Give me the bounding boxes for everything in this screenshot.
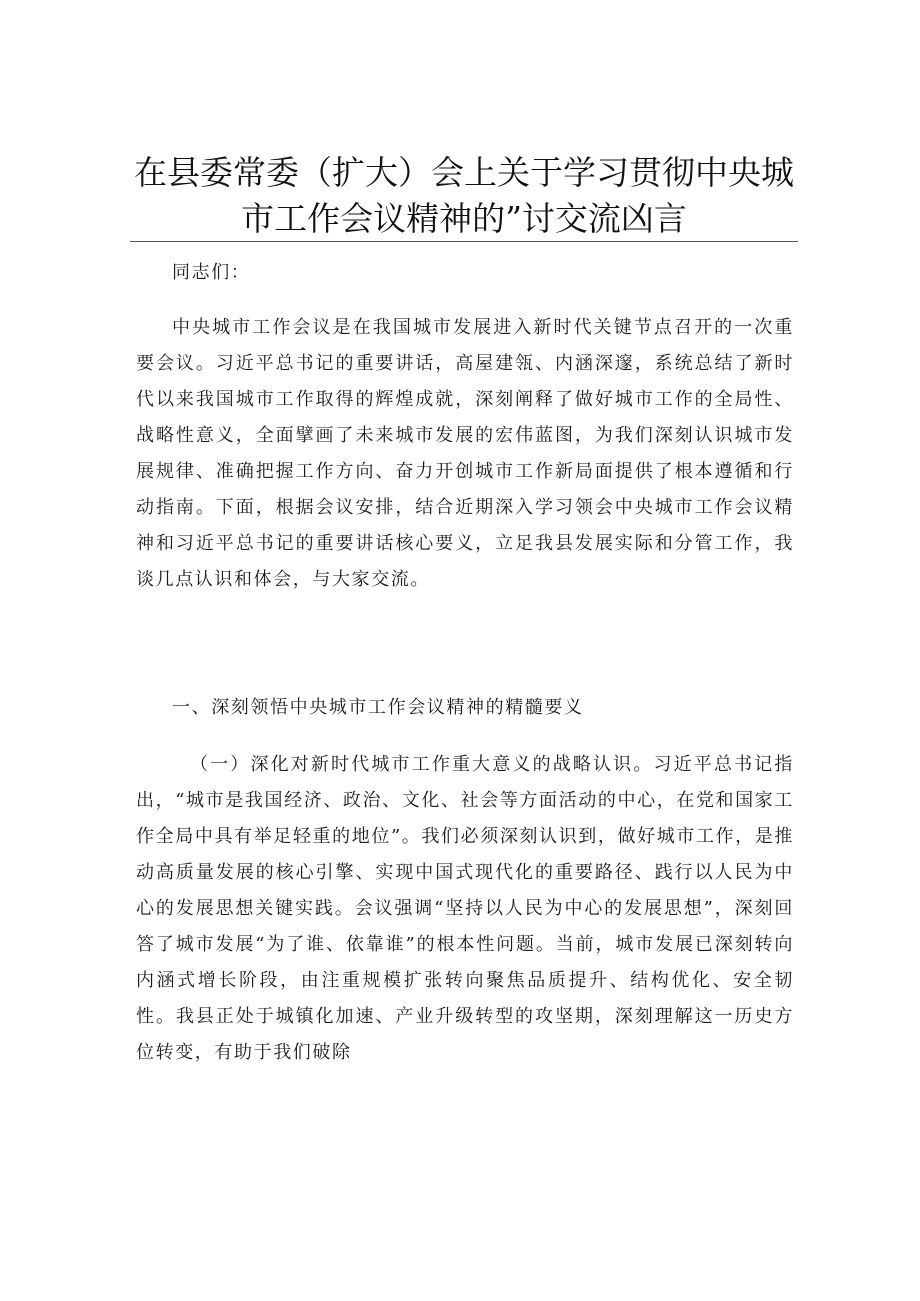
title-line-1: 在县委常委（扩大）会上关于学习贯彻中央城: [134, 153, 794, 192]
section-heading: 一、深刻领悟中央城市工作会议精神的精髓要义: [172, 697, 584, 718]
salutation: 同志们：: [172, 262, 251, 283]
intro-paragraph: 中央城市工作会议是在我国城市发展进入新时代关键节点召开的一次重要会议。习近平总书记的重要讲话，高屋建瓴、内涵深邃，系统总结了新时代以来我国城市工作取得的辉煌成就，深刻阐释了做好城市工作的全局性、战略性意义，全面擘画了未来城市发展的宏伟蓝图，为我们深刻认识城市发展规律、准确把握工作方向、奋力开创城市工作新局面提供了根本遵循和行动指南。下面，根据会议安排，结合近期深入学习领会中央城市工作会议精神和习近平总书记的重要讲话核心要义，立足我县发展实际和分管工作，我谈几点认识和体会，与大家交流。: [136, 317, 794, 590]
subsection-paragraph: （一）深化对新时代城市工作重大意义的战略认识。习近平总书记指出，“城市是我国经济、政治、文化、社会等方面活动的中心，在党和国家工作全局中具有举足轻重的地位”。我们必须深刻认识到，做好城市工作，是推动高质量发展的核心引擎、实现中国式现代化的重要路径、践行以人民为中心的发展思想关键实践。会议强调“坚持以人民为中心的发展思想”，深刻回答了城市发展“为了谁、依靠谁”的根本性问题。当前，城市发展已深刻转向内涵式增长阶段，由注重规模扩张转向聚焦品质提升、结构优化、安全韧性。我县正处于城镇化加速、产业升级转型的攻坚期，深刻理解这一历史方位转变，有助于我们破除: [136, 754, 794, 1063]
title-divider: [130, 241, 798, 242]
document-title: [130, 150, 798, 242]
title-line-2: 市工作会议精神的”讨交流凶言: [241, 199, 687, 238]
